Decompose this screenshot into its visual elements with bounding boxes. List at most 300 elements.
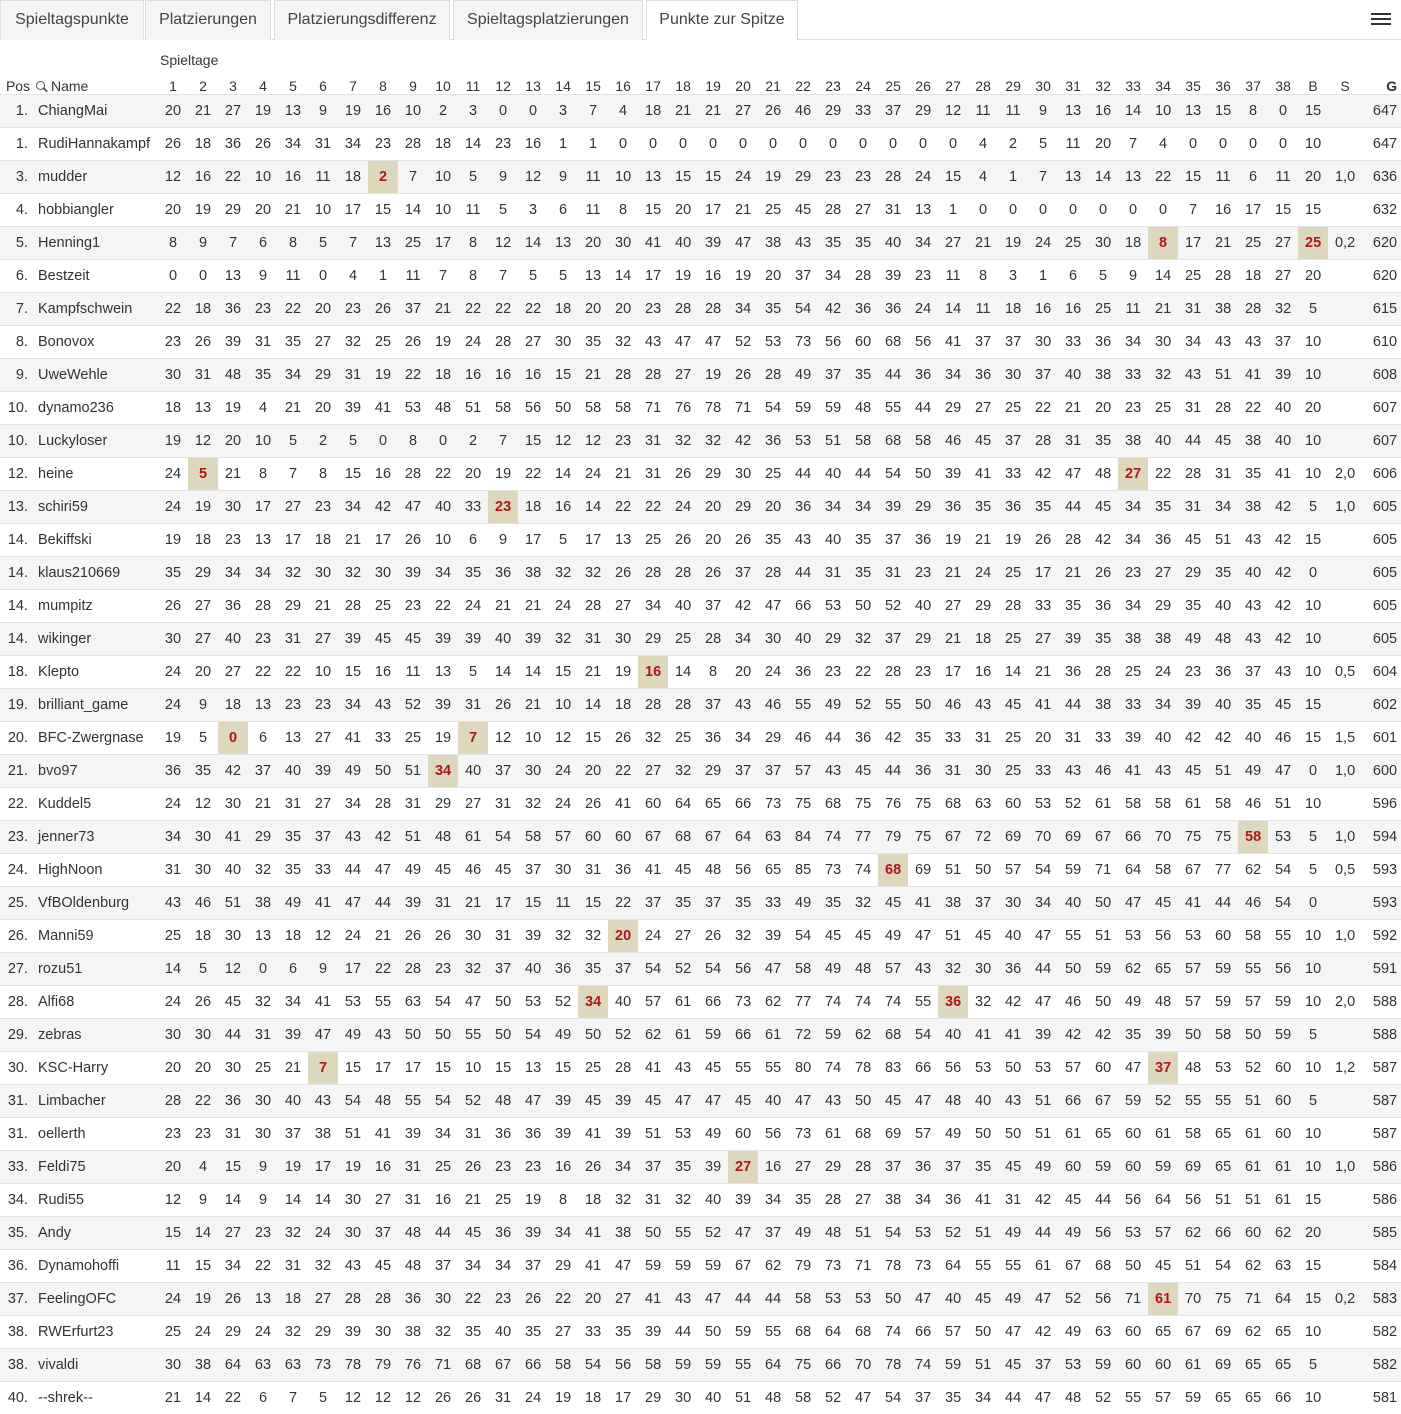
column-header-day-30[interactable]: 30 <box>1028 68 1058 95</box>
day-points: 7 <box>278 458 308 491</box>
day-points: 62 <box>848 1019 878 1052</box>
player-name[interactable]: Feldi75 <box>36 1151 158 1184</box>
player-name[interactable]: Kampfschwein <box>36 293 158 326</box>
day-points: 56 <box>1088 1283 1118 1316</box>
day-points: 40 <box>278 755 308 788</box>
day-points: 25 <box>998 557 1028 590</box>
player-name[interactable]: rozu51 <box>36 953 158 986</box>
day-points: 73 <box>818 854 848 887</box>
tab-spieltagspunkte[interactable]: Spieltagspunkte <box>0 0 144 40</box>
day-points: 61 <box>1148 1118 1178 1151</box>
day-points: 44 <box>368 887 398 920</box>
day-points: 25 <box>668 623 698 656</box>
day-points: 28 <box>668 293 698 326</box>
column-header-day-10[interactable]: 10 <box>428 68 458 95</box>
day-points: 30 <box>158 1019 188 1052</box>
day-points: 58 <box>1238 821 1268 854</box>
player-name[interactable]: schiri59 <box>36 491 158 524</box>
day-points: 68 <box>878 854 908 887</box>
search-icon[interactable] <box>36 81 45 90</box>
player-name[interactable]: Dynamohoffi <box>36 1250 158 1283</box>
day-points: 78 <box>848 1052 878 1085</box>
day-points: 44 <box>218 1019 248 1052</box>
day-points: 35 <box>278 326 308 359</box>
player-name[interactable]: Bestzeit <box>36 260 158 293</box>
day-points: 37 <box>878 1151 908 1184</box>
day-points: 0 <box>1208 128 1238 161</box>
day-points: 44 <box>788 557 818 590</box>
bonus-points: 15 <box>1298 524 1328 557</box>
day-points: 52 <box>1058 788 1088 821</box>
day-points: 44 <box>1208 887 1238 920</box>
player-name[interactable]: RudiHannakampf <box>36 128 158 161</box>
day-points: 30 <box>218 1052 248 1085</box>
player-name[interactable]: Bonovox <box>36 326 158 359</box>
column-header-day-34[interactable]: 34 <box>1148 68 1178 95</box>
day-points: 36 <box>938 1184 968 1217</box>
day-points: 34 <box>1118 524 1148 557</box>
day-points: 35 <box>938 1382 968 1414</box>
player-name[interactable]: mumpitz <box>36 590 158 623</box>
day-points: 18 <box>968 623 998 656</box>
day-points: 62 <box>758 986 788 1019</box>
day-points: 33 <box>1058 326 1088 359</box>
day-points: 51 <box>1088 920 1118 953</box>
total-points: 615 <box>1362 293 1401 326</box>
day-points: 55 <box>1208 1085 1238 1118</box>
tab-platzierungsdifferenz[interactable]: Platzierungsdifferenz <box>274 0 450 40</box>
day-points: 22 <box>248 1250 278 1283</box>
position: 10. <box>0 392 36 425</box>
day-points: 23 <box>188 1118 218 1151</box>
column-header-g[interactable]: G <box>1362 68 1401 95</box>
day-points: 52 <box>548 986 578 1019</box>
column-header-day-26[interactable]: 26 <box>908 68 938 95</box>
column-header-day-38[interactable]: 38 <box>1268 68 1298 95</box>
day-points: 5 <box>458 656 488 689</box>
bonus-points: 10 <box>1298 788 1328 821</box>
day-points: 39 <box>338 392 368 425</box>
day-points: 13 <box>248 524 278 557</box>
day-points: 39 <box>608 1118 638 1151</box>
player-name[interactable]: mudder <box>36 161 158 194</box>
day-points: 0 <box>668 128 698 161</box>
day-points: 35 <box>578 953 608 986</box>
day-points: 18 <box>578 1184 608 1217</box>
player-name[interactable]: Luckyloser <box>36 425 158 458</box>
player-name[interactable]: VfBOldenburg <box>36 887 158 920</box>
day-points: 59 <box>1208 986 1238 1019</box>
day-points: 21 <box>578 359 608 392</box>
table-row <box>0 227 1401 260</box>
day-points: 13 <box>1118 161 1148 194</box>
column-header-day-8[interactable]: 8 <box>368 68 398 95</box>
column-header-day-5[interactable]: 5 <box>278 68 308 95</box>
day-points: 15 <box>938 161 968 194</box>
player-name[interactable]: Rudi55 <box>36 1184 158 1217</box>
day-points: 16 <box>368 95 398 128</box>
day-points: 15 <box>218 1151 248 1184</box>
day-points: 58 <box>1118 788 1148 821</box>
day-points: 19 <box>218 392 248 425</box>
player-name[interactable]: heine <box>36 458 158 491</box>
column-header-day-11[interactable]: 11 <box>458 68 488 95</box>
s-value: 1,0 <box>1328 821 1362 854</box>
day-points: 63 <box>1088 1316 1118 1349</box>
day-points: 11 <box>278 260 308 293</box>
day-points: 36 <box>998 491 1028 524</box>
day-points: 42 <box>1058 1019 1088 1052</box>
day-points: 51 <box>728 1382 758 1414</box>
column-header-day-33[interactable]: 33 <box>1118 68 1148 95</box>
day-points: 28 <box>338 1283 368 1316</box>
column-header-day-6[interactable]: 6 <box>308 68 338 95</box>
column-header-s[interactable]: S <box>1328 68 1362 95</box>
player-name[interactable]: UweWehle <box>36 359 158 392</box>
column-header-day-9[interactable]: 9 <box>398 68 428 95</box>
day-points: 42 <box>1028 1184 1058 1217</box>
day-points: 39 <box>218 326 248 359</box>
day-points: 60 <box>1088 1052 1118 1085</box>
day-points: 46 <box>1088 755 1118 788</box>
day-points: 10 <box>398 95 428 128</box>
column-header-day-7[interactable]: 7 <box>338 68 368 95</box>
day-points: 24 <box>158 458 188 491</box>
day-points: 34 <box>728 623 758 656</box>
day-points: 14 <box>548 458 578 491</box>
day-points: 58 <box>518 821 548 854</box>
day-points: 61 <box>1088 788 1118 821</box>
day-points: 37 <box>1028 1349 1058 1382</box>
position: 28. <box>0 986 36 1019</box>
day-points: 14 <box>518 656 548 689</box>
player-name[interactable]: FeelingOFC <box>36 1283 158 1316</box>
position: 20. <box>0 722 36 755</box>
column-header-day-4[interactable]: 4 <box>248 68 278 95</box>
day-points: 38 <box>1088 689 1118 722</box>
day-points: 18 <box>188 920 218 953</box>
column-header-day-14[interactable]: 14 <box>548 68 578 95</box>
player-name[interactable]: Kuddel5 <box>36 788 158 821</box>
day-points: 37 <box>248 755 278 788</box>
day-points: 29 <box>638 623 668 656</box>
player-name[interactable]: Klepto <box>36 656 158 689</box>
player-name[interactable]: Andy <box>36 1217 158 1250</box>
column-header-day-24[interactable]: 24 <box>848 68 878 95</box>
day-points: 37 <box>998 425 1028 458</box>
player-name[interactable]: klaus210669 <box>36 557 158 590</box>
day-points: 76 <box>398 1349 428 1382</box>
day-points: 65 <box>1148 953 1178 986</box>
day-points: 43 <box>638 326 668 359</box>
day-points: 52 <box>938 1217 968 1250</box>
day-points: 37 <box>518 854 548 887</box>
column-header-day-23[interactable]: 23 <box>818 68 848 95</box>
column-header-b[interactable]: B <box>1298 68 1328 95</box>
player-name[interactable]: hobbiangler <box>36 194 158 227</box>
column-header-day-31[interactable]: 31 <box>1058 68 1088 95</box>
player-name[interactable]: Henning1 <box>36 227 158 260</box>
day-points: 31 <box>278 623 308 656</box>
day-points: 44 <box>758 1283 788 1316</box>
column-header-day-27[interactable]: 27 <box>938 68 968 95</box>
day-points: 43 <box>668 1283 698 1316</box>
day-points: 24 <box>578 458 608 491</box>
day-points: 23 <box>908 557 938 590</box>
day-points: 15 <box>668 161 698 194</box>
day-points: 46 <box>1238 887 1268 920</box>
day-points: 5 <box>188 458 218 491</box>
day-points: 19 <box>998 227 1028 260</box>
day-points: 42 <box>368 491 398 524</box>
tab-spieltagsplatzierungen[interactable]: Spieltagsplatzierungen <box>453 0 643 40</box>
day-points: 12 <box>188 425 218 458</box>
day-points: 47 <box>848 1382 878 1414</box>
column-header-day-12[interactable]: 12 <box>488 68 518 95</box>
day-points: 26 <box>1088 557 1118 590</box>
day-points: 49 <box>398 854 428 887</box>
day-points: 39 <box>1178 689 1208 722</box>
player-name[interactable]: brilliant_game <box>36 689 158 722</box>
day-points: 30 <box>158 623 188 656</box>
player-name[interactable]: zebras <box>36 1019 158 1052</box>
day-points: 53 <box>518 986 548 1019</box>
column-header-day-20[interactable]: 20 <box>728 68 758 95</box>
player-name[interactable]: dynamo236 <box>36 392 158 425</box>
day-points: 49 <box>548 1019 578 1052</box>
day-points: 51 <box>968 1217 998 1250</box>
day-points: 25 <box>1148 392 1178 425</box>
day-points: 35 <box>818 227 848 260</box>
player-name[interactable]: Limbacher <box>36 1085 158 1118</box>
day-points: 24 <box>158 656 188 689</box>
player-name[interactable]: HighNoon <box>36 854 158 887</box>
day-points: 39 <box>518 1217 548 1250</box>
bonus-points: 15 <box>1298 722 1328 755</box>
column-header-day-29[interactable]: 29 <box>998 68 1028 95</box>
column-header-day-15[interactable]: 15 <box>578 68 608 95</box>
name-header-label: Name <box>51 78 88 94</box>
day-points: 42 <box>1088 524 1118 557</box>
day-points: 52 <box>398 689 428 722</box>
day-points: 56 <box>908 326 938 359</box>
day-points: 50 <box>368 755 398 788</box>
day-points: 22 <box>1148 458 1178 491</box>
column-header-day-1[interactable]: 1 <box>158 68 188 95</box>
day-points: 2 <box>428 95 458 128</box>
day-points: 9 <box>248 260 278 293</box>
column-header-day-16[interactable]: 16 <box>608 68 638 95</box>
day-points: 51 <box>1208 524 1238 557</box>
day-points: 79 <box>368 1349 398 1382</box>
day-points: 15 <box>548 359 578 392</box>
column-header-day-36[interactable]: 36 <box>1208 68 1238 95</box>
tab-platzierungen[interactable]: Platzierungen <box>145 0 271 40</box>
day-points: 57 <box>1148 1382 1178 1414</box>
day-points: 0 <box>308 260 338 293</box>
day-points: 46 <box>758 689 788 722</box>
day-points: 23 <box>278 689 308 722</box>
day-points: 26 <box>218 1283 248 1316</box>
column-header-day-25[interactable]: 25 <box>878 68 908 95</box>
day-points: 0 <box>608 128 638 161</box>
day-points: 45 <box>428 854 458 887</box>
day-points: 60 <box>1118 1349 1148 1382</box>
column-header-day-37[interactable]: 37 <box>1238 68 1268 95</box>
column-header-day-3[interactable]: 3 <box>218 68 248 95</box>
day-points: 70 <box>848 1349 878 1382</box>
column-header-day-13[interactable]: 13 <box>518 68 548 95</box>
day-points: 24 <box>758 656 788 689</box>
player-name[interactable]: KSC-Harry <box>36 1052 158 1085</box>
column-header-day-22[interactable]: 22 <box>788 68 818 95</box>
day-points: 27 <box>218 656 248 689</box>
day-points: 30 <box>428 1283 458 1316</box>
day-points: 53 <box>1118 920 1148 953</box>
column-header-day-32[interactable]: 32 <box>1088 68 1118 95</box>
position: 33. <box>0 1151 36 1184</box>
s-value <box>1328 1316 1362 1349</box>
s-value <box>1328 128 1362 161</box>
day-points: 37 <box>818 359 848 392</box>
day-points: 70 <box>1028 821 1058 854</box>
day-points: 8 <box>158 227 188 260</box>
day-points: 57 <box>938 1316 968 1349</box>
day-points: 13 <box>248 689 278 722</box>
day-points: 30 <box>188 821 218 854</box>
column-header-name[interactable] <box>36 68 158 95</box>
column-header-day-17[interactable]: 17 <box>638 68 668 95</box>
player-name[interactable]: ChiangMai <box>36 95 158 128</box>
day-points: 30 <box>968 755 998 788</box>
day-points: 31 <box>398 1151 428 1184</box>
day-points: 36 <box>788 656 818 689</box>
day-points: 0 <box>968 194 998 227</box>
day-points: 49 <box>1238 755 1268 788</box>
day-points: 27 <box>188 623 218 656</box>
day-points: 50 <box>488 1019 518 1052</box>
s-value <box>1328 1184 1362 1217</box>
column-header-day-18[interactable]: 18 <box>668 68 698 95</box>
day-points: 15 <box>1268 194 1298 227</box>
day-points: 10 <box>248 161 278 194</box>
hamburger-menu-icon[interactable] <box>1371 10 1391 30</box>
day-points: 9 <box>488 524 518 557</box>
day-points: 29 <box>788 161 818 194</box>
day-points: 26 <box>248 128 278 161</box>
day-points: 14 <box>998 656 1028 689</box>
day-points: 7 <box>218 227 248 260</box>
day-points: 13 <box>248 1283 278 1316</box>
player-name[interactable]: vivaldi <box>36 1349 158 1382</box>
day-points: 6 <box>1238 161 1268 194</box>
day-points: 51 <box>1268 788 1298 821</box>
day-points: 31 <box>1178 293 1208 326</box>
player-name[interactable]: --shrek-- <box>36 1382 158 1414</box>
day-points: 0 <box>518 95 548 128</box>
day-points: 45 <box>1058 1184 1088 1217</box>
bonus-points: 10 <box>1298 590 1328 623</box>
table-row <box>0 260 1401 293</box>
column-header-day-2[interactable]: 2 <box>188 68 218 95</box>
day-points: 52 <box>698 1217 728 1250</box>
day-points: 18 <box>998 293 1028 326</box>
day-points: 34 <box>1178 326 1208 359</box>
day-points: 29 <box>308 1316 338 1349</box>
day-points: 37 <box>758 755 788 788</box>
player-name[interactable]: BFC-Zwergnase <box>36 722 158 755</box>
bonus-points: 5 <box>1298 854 1328 887</box>
column-header-day-28[interactable]: 28 <box>968 68 998 95</box>
column-header-day-21[interactable]: 21 <box>758 68 788 95</box>
bonus-points: 15 <box>1298 1283 1328 1316</box>
player-name[interactable]: RWErfurt23 <box>36 1316 158 1349</box>
column-header-pos[interactable]: Pos <box>0 68 36 95</box>
player-name[interactable]: wikinger <box>36 623 158 656</box>
day-points: 17 <box>278 524 308 557</box>
day-points: 35 <box>608 1316 638 1349</box>
day-points: 41 <box>308 887 338 920</box>
day-points: 54 <box>908 1019 938 1052</box>
player-name[interactable]: Bekiffski <box>36 524 158 557</box>
player-name[interactable]: Manni59 <box>36 920 158 953</box>
day-points: 4 <box>338 260 368 293</box>
day-points: 50 <box>998 1052 1028 1085</box>
day-points: 56 <box>758 1118 788 1151</box>
day-points: 38 <box>1238 425 1268 458</box>
day-points: 27 <box>218 1217 248 1250</box>
position: 6. <box>0 260 36 293</box>
day-points: 29 <box>248 821 278 854</box>
table-row <box>0 1184 1401 1217</box>
day-points: 15 <box>158 1217 188 1250</box>
day-points: 52 <box>1238 1052 1268 1085</box>
table-row <box>0 689 1401 722</box>
day-points: 17 <box>338 953 368 986</box>
player-name[interactable]: Alfi68 <box>36 986 158 1019</box>
day-points: 59 <box>1058 854 1088 887</box>
day-points: 61 <box>818 1118 848 1151</box>
day-points: 33 <box>1118 359 1148 392</box>
s-value: 1,0 <box>1328 1151 1362 1184</box>
player-name[interactable]: bvo97 <box>36 755 158 788</box>
day-points: 19 <box>488 458 518 491</box>
column-header-day-19[interactable]: 19 <box>698 68 728 95</box>
player-name[interactable]: oellerth <box>36 1118 158 1151</box>
day-points: 41 <box>1268 458 1298 491</box>
day-points: 23 <box>518 1151 548 1184</box>
day-points: 50 <box>488 986 518 1019</box>
day-points: 15 <box>518 425 548 458</box>
day-points: 74 <box>848 854 878 887</box>
day-points: 31 <box>1208 458 1238 491</box>
day-points: 22 <box>608 755 638 788</box>
day-points: 12 <box>938 95 968 128</box>
day-points: 49 <box>338 1019 368 1052</box>
total-points: 607 <box>1362 425 1401 458</box>
column-header-day-35[interactable]: 35 <box>1178 68 1208 95</box>
player-name[interactable]: jenner73 <box>36 821 158 854</box>
day-points: 67 <box>1178 1316 1208 1349</box>
day-points: 64 <box>938 1250 968 1283</box>
day-points: 21 <box>1208 227 1238 260</box>
position: 12. <box>0 458 36 491</box>
tab-punkte-zur-spitze[interactable]: Punkte zur Spitze <box>646 0 798 41</box>
day-points: 13 <box>218 260 248 293</box>
day-points: 44 <box>878 359 908 392</box>
day-points: 26 <box>158 590 188 623</box>
day-points: 13 <box>278 95 308 128</box>
